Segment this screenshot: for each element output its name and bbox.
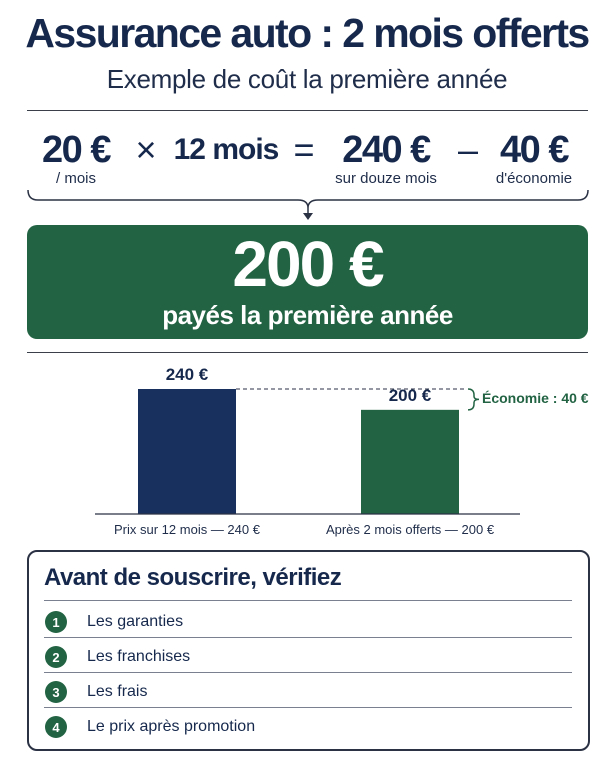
checklist-title: Avant de souscrire, vérifiez [44, 564, 342, 591]
equals-sign: = [293, 129, 315, 170]
equation-saving [484, 130, 584, 188]
savings-chart [0, 355, 614, 545]
total-price: 240 € [342, 129, 430, 171]
months-count: 12 mois [173, 133, 279, 166]
chart-category-label: Après 2 mois offerts — 200 € [325, 522, 495, 537]
step-number-badge: 3 [45, 681, 67, 703]
monthly-price: 20 € [42, 129, 110, 171]
chart-svg [0, 355, 614, 545]
times-sign: × [135, 129, 157, 170]
saving-caption: d'économie [495, 170, 573, 187]
divider-top [27, 110, 588, 111]
result-box [27, 225, 588, 339]
equation-months [170, 130, 282, 170]
minus-sign: – [457, 129, 479, 170]
result-amount: 200 € [232, 228, 383, 300]
equation-total [326, 130, 446, 188]
total-caption: sur douze mois [335, 170, 437, 187]
chart-value-label: 200 € [388, 385, 432, 405]
saving-amount: 40 € [500, 129, 568, 171]
savings-annotation: Économie : 40 € [482, 390, 589, 407]
step-number-badge: 4 [45, 716, 67, 738]
chart-value-label: 240 € [165, 365, 209, 384]
chart-category-label: Prix sur 12 mois — 240 € [114, 522, 260, 537]
page-title: Assurance auto : 2 mois offerts [25, 10, 589, 56]
monthly-unit: / mois [55, 170, 96, 187]
chart-bar [361, 410, 459, 514]
checklist-divider [44, 637, 572, 638]
checklist-card [27, 550, 590, 751]
result-caption: payés la première année [162, 300, 453, 330]
list-item-label: Les frais [87, 683, 148, 700]
divider-middle [27, 352, 588, 353]
list-item-label: Les garanties [87, 613, 184, 630]
list-item-label: Les franchises [87, 648, 191, 665]
list-item [45, 715, 255, 739]
checklist-divider [44, 707, 572, 708]
list-item-label: Le prix après promotion [87, 718, 256, 735]
equation-monthly [28, 130, 124, 188]
step-number-badge: 1 [45, 611, 67, 633]
list-item [45, 680, 147, 704]
checklist-divider [44, 672, 572, 673]
step-number-badge: 2 [45, 646, 67, 668]
list-item [45, 645, 190, 669]
chart-bar [138, 389, 236, 514]
brace-arrow-icon [20, 188, 596, 222]
checklist-divider [44, 600, 572, 601]
list-item [45, 610, 183, 634]
page-subtitle: Exemple de coût la première année [106, 64, 508, 94]
